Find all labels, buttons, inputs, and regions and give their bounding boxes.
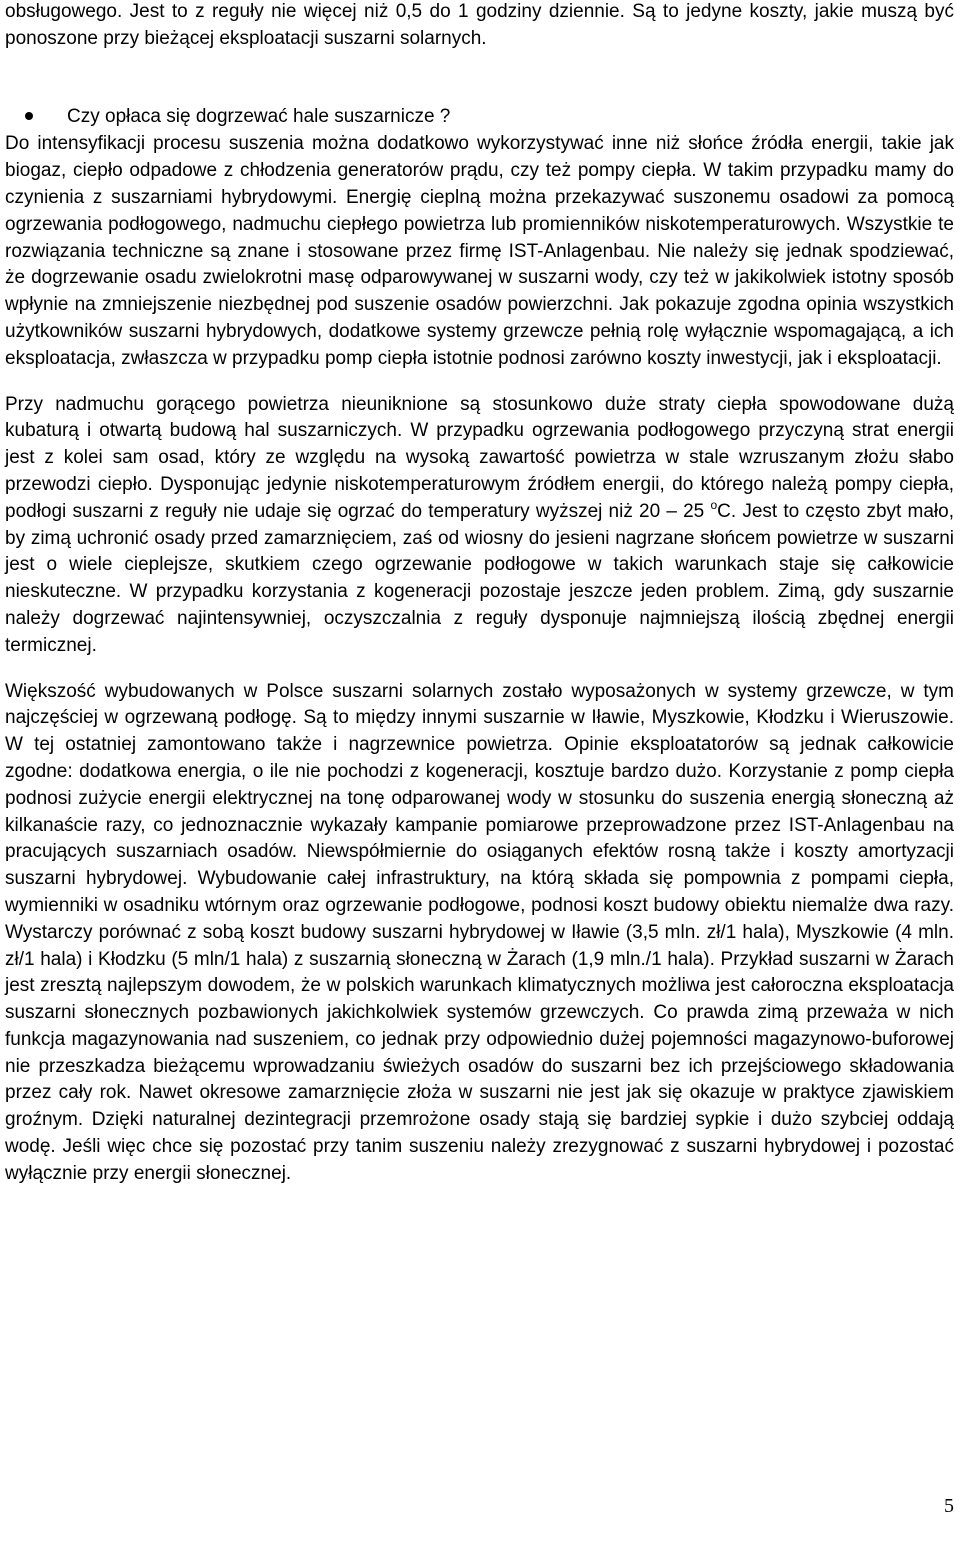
paragraph-heat-losses: [5, 392, 954, 660]
continuation-paragraph: obsługowego. Jest to z reguły nie więcej niż 0,5 do 1 godziny dziennie. Są to jedyne koszty, jakie muszą być ponoszone przy bieżącej eksploatacji suszarni solarnych.: [5, 1, 954, 49]
paragraph-text-part: C. Jest to często zbyt mało, by zimą uchronić osady przed zamarznięciem, zaś od wiosny do jesieni nagrzane słońcem powietrze w suszarni jest o wiele cieplejsze, skutkiem czego ogrzewanie podłogowe w takich warunkach staje się całkowicie nieskuteczne. W przypadku korzystania z kogeneracji pozostaje jeszcze jeden problem. Zimą, gdy suszarnie należy dogrzewać najintensywniej, oczyszczalnia z reguły dysponuje najmniejszą ilością zbędnej energii termicznej.: [5, 500, 954, 656]
page-number: 5: [944, 1495, 954, 1517]
paragraph-text-part: Przy nadmuchu gorącego powietrza nieuniknione są stosunkowo duże straty ciepła spowodowane dużą kubaturą i otwartą budową hal suszarniczych. W przypadku ogrzewania podłogowego przyczyną strat energii jest z kolei sam osad, który ze względu na wysoką zawartość powietrza w stale wzruszanym złożu słabo przewodzi ciepło. Dysponując jedynie niskotemperaturowym źródłem energii, do którego należą pompy ciepła, podłogi suszarni z reguły nie udaje się ogrzać do temperatury wyższej niż 20 – 25: [5, 393, 954, 522]
degree-superscript: o: [710, 497, 718, 512]
bullet-heading: [5, 104, 954, 131]
paragraph-poland-dryers: Większość wybudowanych w Polsce suszarni solarnych zostało wyposażonych w systemy grzewcze, w tym najczęściej w ogrzewaną podłogę. Są to między innymi suszarnie w Iławie, Myszkowie, Kłodzku i Wieruszowie. W tej ostatniej zamontowano także i nagrzewnice powietrza. Opinie eksploatatorów są jednak całkowicie zgodne: dodatkowa energia, o ile nie pochodzi z kogeneracji, kosztuje bardzo dużo. Korzystanie z pomp ciepła podnosi zużycie energii elektrycznej na tonę odparowanej wody w stosunku do suszenia energią słoneczną aż kilkanaście razy, co jednoznacznie wykazały kampanie pomiarowe przeprowadzone przez IST-Anlagenbau na pracujących suszarniach osadów. Niewspółmiernie do osiąganych efektów rosną także i koszty amortyzacji suszarni hybrydowej. Wybudowanie całej infrastruktury, na którą składa się pompownia z pompami ciepła, wymienniki w osadniku wtórnym oraz ogrzewanie podłogowe, podnosi koszt budowy obiektu niemalże dwa razy. Wystarczy porównać z sobą koszt budowy suszarni hybrydowej w Iławie (3,5 mln. zł/1 hala), Myszkowie (4 mln. zł/1 hala) i Kłodzku (5 mln/1 hala) z suszarnią słoneczną w Żarach (1,9 mln./1 hala). Przykład suszarni w Żarach jest zresztą najlepszym dowodem, że w polskich warunkach klimatycznych możliwa jest całoroczna eksploatacja suszarni słonecznych pozbawionych jakichkolwiek systemów grzewczych. Co prawda zimą przeważa w nich funkcja magazynowania nad suszeniem, co jednak przy odpowiednio dużej pojemności magazynowo-buforowej nie przeszkadza bieżącemu wprowadzaniu świeżych osadów do suszarni bez ich przejściowego składowania przez cały rok. Nawet okresowe zamarznięcie złoża w suszarni nie jest jak się okazuje w praktyce zjawiskiem groźnym. Dzięki naturalnej dezintegracji przemrożone osady stają się bardziej sypkie i dużo szybciej oddają wodę. Jeśli więc chce się pozostać przy tanim suszeniu należy zrezygnować z suszarni hybrydowej i pozostać wyłącznie przy energii słonecznej.: [5, 680, 954, 1184]
paragraph-hybrid-dryers: Do intensyfikacji procesu suszenia można dodatkowo wykorzystywać inne niż słońce źródła energii, takie jak biogaz, ciepło odpadowe z chłodzenia generatorów prądu, czy też pompy ciepła. W takim przypadku mamy do czynienia z suszarniami hybrydowymi. Energię cieplną można przekazywać suszonemu osadowi za pomocą ogrzewania podłogowego, nadmuchu ciepłego powietrza lub promienników niskotemperaturowych. Wszystkie te rozwiązania techniczne są znane i stosowane przez firmę IST-Anlagenbau. Nie należy się jednak spodziewać, że dogrzewanie osadu zwielokrotni masę odparowywanej w suszarni wody, czy też w jakikolwiek istotny sposób wpłynie na zmniejszenie niezbędnej pod suszenie osadów powierzchni. Jak pokazuje zgodna opinia wszystkich użytkowników suszarni hybrydowych, dodatkowe systemy grzewcze pełnią rolę wyłącznie wspomagającą, a ich eksploatacja, zwłaszcza w przypadku pomp ciepła istotnie podnosi zarówno koszty inwestycji, jak i eksploatacji.: [5, 133, 954, 369]
section-heading: Czy opłaca się dogrzewać hale suszarnicze ?: [67, 105, 451, 127]
bullet-icon: [25, 112, 33, 120]
